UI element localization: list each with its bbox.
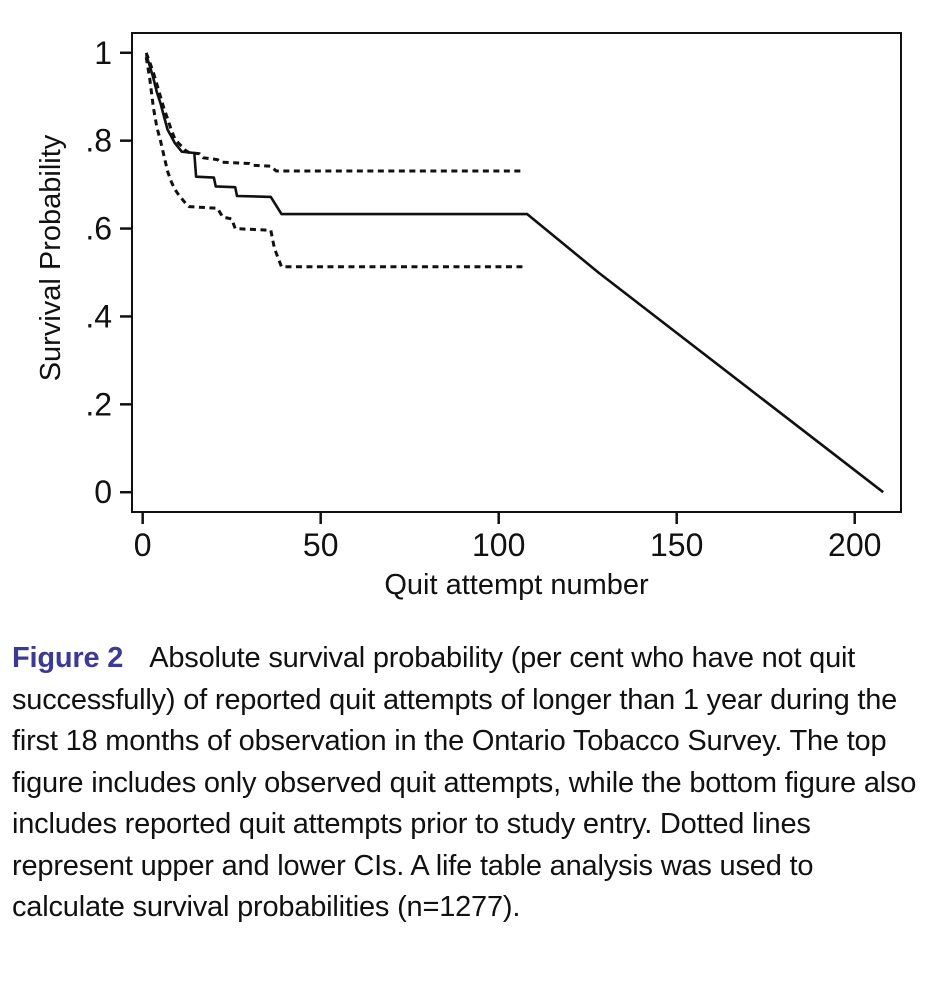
y-tick-label: .6: [85, 210, 112, 247]
x-axis-title: Quit attempt number: [384, 569, 649, 601]
x-tick-label: 200: [828, 527, 882, 563]
figure-label: Figure 2: [12, 642, 124, 674]
y-axis-title: Survival Probability: [35, 134, 67, 382]
caption-text: Absolute survival probability (per cent who have not quit successfully) of reported quit attempts of longer than 1 year during the first 18 months of observation in the Ontario Tobacco Survey. The top figure includes only observed quit attempts, while the bottom figure also includes reported quit attempts prior to study entry. Dotted lines represent upper and lower CIs. A life table analysis was used to calculate survival probabilities (n=1277).: [12, 642, 917, 923]
x-tick-label: 0: [133, 527, 152, 563]
y-tick-label: 1: [94, 34, 112, 71]
series-upper-ci: [146, 53, 523, 171]
series-survival-estimate: [146, 55, 883, 492]
x-tick-label: 150: [650, 527, 704, 563]
y-tick-label: 0: [94, 474, 112, 511]
y-tick-label: .8: [85, 122, 112, 159]
x-tick-label: 100: [472, 527, 526, 563]
y-tick-label: .4: [85, 298, 112, 335]
figure-caption: [12, 638, 918, 929]
plot-border: [132, 33, 901, 512]
y-tick-label: .2: [85, 386, 112, 423]
x-tick-label: 50: [302, 527, 339, 563]
series-lower-ci: [146, 57, 523, 267]
